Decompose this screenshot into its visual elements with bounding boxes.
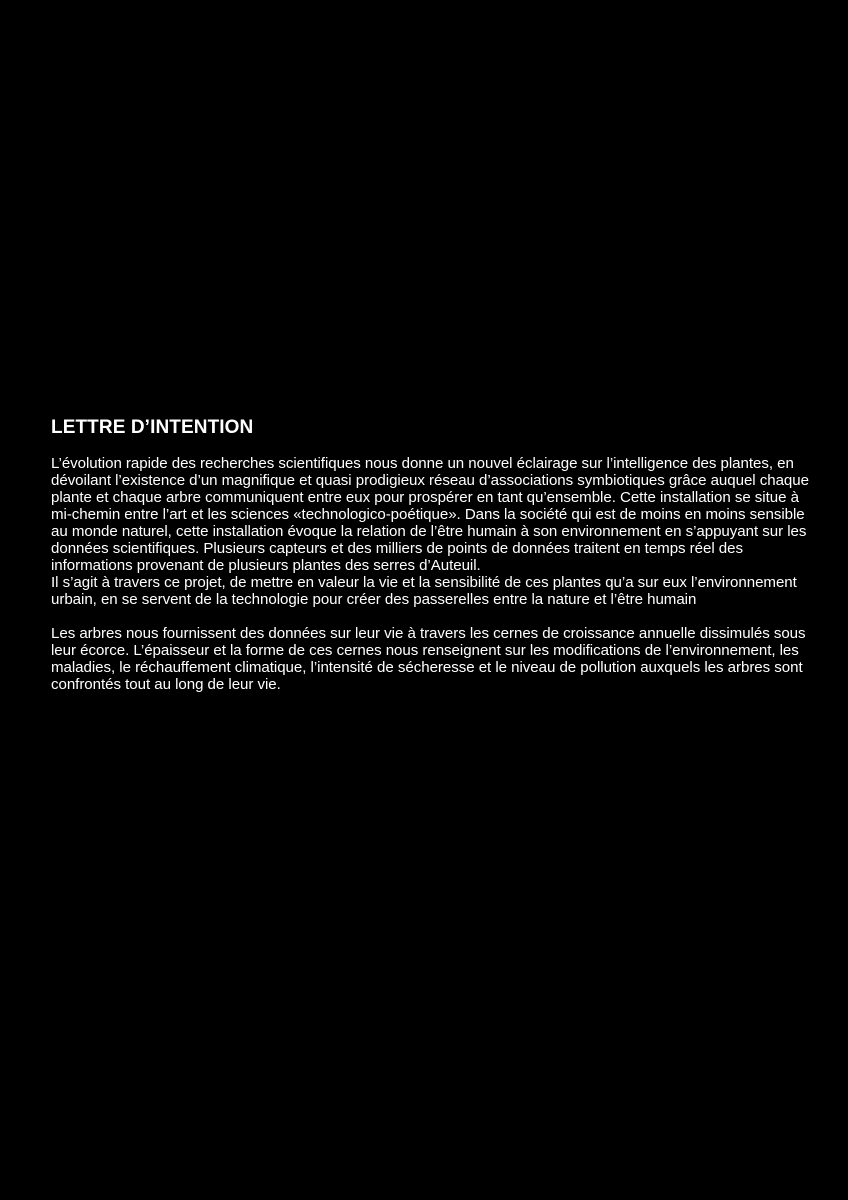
paragraph-intro: L’évolution rapide des recherches scientifiques nous donne un nouvel éclairage sur l’intelligence des plantes, en dévoilant l’existence d’un magnifique et quasi prodigieux réseau d’associations symbiotiques grâce auquel chaque plante et chaque arbre communiquent entre eux pour prospérer en tant qu’ensemble. Cette installation se situe à mi-chemin entre l’art et les sciences «technologico-poétique». Dans la société qui est de moins en moins sensible au monde naturel, cette installation évoque la relation de l’être humain à son environnement en s’appuyant sur les données scientifiques. Plusieurs capteurs et des milliers de points de données traitent en temps réel des informations provenant de plusieurs plantes des serres d’Auteuil. [51,455,809,574]
paragraph-trees: Les arbres nous fournissent des données sur leur vie à travers les cernes de croissance annuelle dissimulés sous leur écorce. L’épaisseur et la forme de ces cernes nous renseignent sur les modifications de l’environnement, les maladies, le réchauffement climatique, l’intensité de sécheresse et le niveau de pollution auxquels les arbres sont confrontés tout au long de leur vie. [51,625,806,693]
paragraph-project: Il s’agit à travers ce projet, de mettre en valeur la vie et la sensibilité de ces plantes qu’a sur eux l’environnement urbain, en se servent de la technologie pour créer des passerelles entre la nature et l’être humain [51,574,797,608]
document-title: LETTRE D’INTENTION [51,417,254,438]
document-body [51,417,811,693]
